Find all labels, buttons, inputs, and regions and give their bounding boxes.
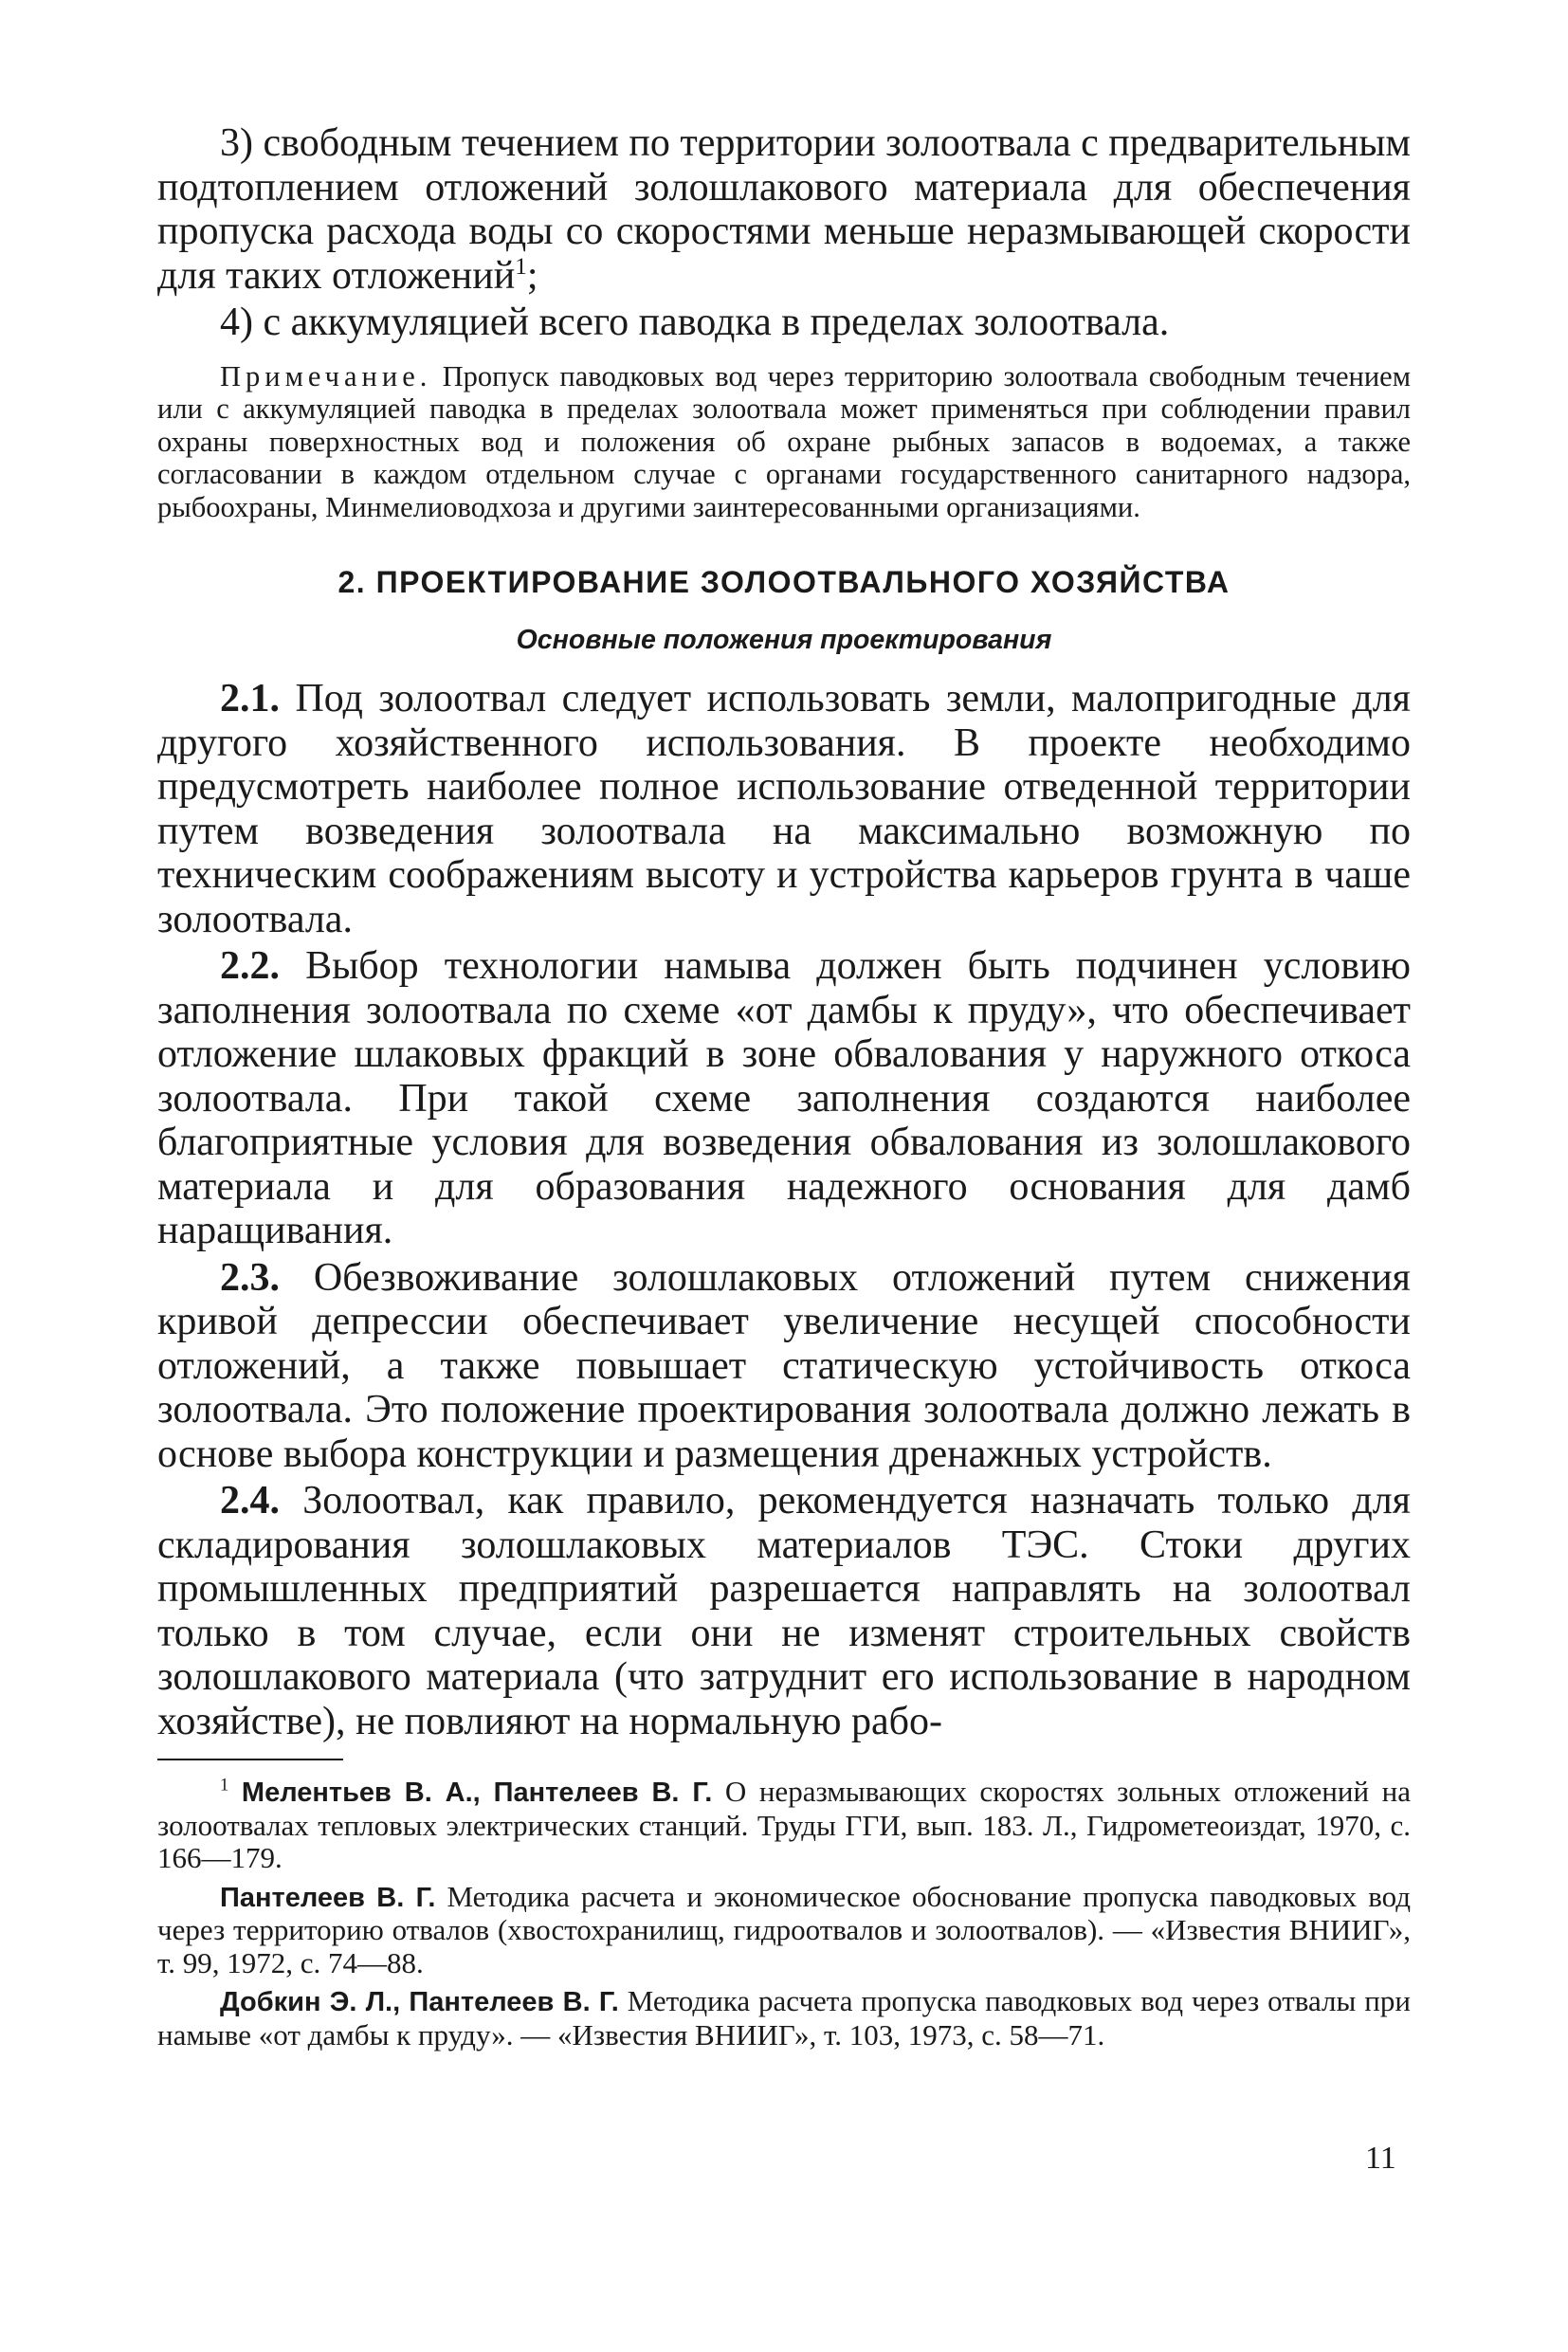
page-number: 11	[1365, 2141, 1396, 2176]
footnote-text: О неразмывающих скоростях зольных отложений на золоотвалах тепловых электрических станций. Труды ГГИ, вып. 183. Л., Гидрометеоиздат, 1970, с. 166—179.	[157, 1775, 1412, 1874]
paragraph-number: 2.2.	[220, 944, 280, 988]
footnote-3	[157, 1985, 1411, 2051]
paragraph-text: Золоотвал, как правило, рекомендуется назначать только для складирования золошлаковых материалов ТЭС. Стоки других промышленных предприятий разрешается направлять на золоотвал только в том случае, если они не изменят строительных свойств золошлакового материала (что затруднит его использование в народном хозяйстве), не повлияют на нормальную рабо-	[157, 1479, 1411, 1743]
note-label: Примечание.	[220, 359, 432, 392]
section-subheading: Основные положения проектирования	[516, 625, 1052, 655]
footnote-authors: Мелентьев В. А., Пантелеев В. Г.	[241, 1778, 713, 1808]
document-page	[157, 121, 1411, 2057]
note-text: Пропуск паводковых вод через территорию золоотвала свободным течением или с аккумуляцией паводка в пределах золоотвала может применяться при соблюдении правил охраны поверхностных вод и положения об охране рыбных запасов в водоемах, а также согласовании в каждом отдельном случае с органами государственного санитарного надзора, рыбоохраны, Минмелиоводхоза и другими заинтересованными организациями.	[157, 359, 1411, 523]
list-item-4: 4) с аккумуляцией всего паводка в пределах золоотвала.	[220, 301, 1170, 344]
footnote-text: Методика расчета и экономическое обоснование пропуска паводковых вод через территорию отвалов (хвостохранилищ, гидроотвалов и золоотвалов). — «Известия ВНИИГ», т. 99, 1972, с. 74—88.	[157, 1879, 1412, 1979]
paragraph-number: 2.1.	[220, 677, 280, 720]
footnote-text: Методика расчета пропуска паводковых вод через отвалы при намыве «от дамбы к пруду». — «Известия ВНИИГ», т. 103, 1973, с. 58—71.	[157, 1984, 1411, 2051]
paragraph-2-2	[157, 944, 1411, 1253]
paragraph-text: Выбор технологии намыва должен быть подчинен условию заполнения золоотвала по схеме «от дамбы к пруду», что обеспечивает отложение шлаковых фракций в зоне обвалования у наружного откоса золоотвала. При такой схеме заполнения создаются наиболее благоприятные условия для возведения обвалования из золошлакового материала и для образования надежного основания для дамб наращивания.	[157, 944, 1411, 1252]
footnote-divider	[157, 1759, 343, 1760]
list-item-3-end: ;	[526, 253, 538, 298]
footnote-authors: Добкин Э. Л., Пантелеев В. Г.	[220, 1987, 619, 2017]
paragraph-number: 2.4.	[220, 1479, 280, 1522]
paragraph-text: Обезвоживание золошлаковых отложений путем снижения кривой депрессии обеспечивает увеличение несущей способности отложений, а также повышает статическую устойчивость откоса золоотвала. Это положение проектирования золоотвала должно лежать в основе выбора конструкции и размещения дренажных устройств.	[157, 1255, 1411, 1476]
list-item-3	[157, 121, 1411, 298]
footnote-1	[157, 1776, 1411, 1875]
footnote-mark: 1	[220, 1775, 229, 1796]
footnote-authors: Пантелеев В. Г.	[220, 1882, 436, 1913]
footnote-ref: 1	[515, 253, 527, 280]
paragraph-number: 2.3.	[220, 1255, 280, 1300]
note-paragraph	[157, 360, 1411, 524]
paragraph-2-4	[157, 1479, 1411, 1743]
paragraph-text: Под золоотвал следует использовать земли, малопригодные для другого хозяйственного использования. В проекте необходимо предусмотреть наиболее полное использование отведенной территории путем возведения золоотвала на максимально возможную по техническим соображениям высоту и устройства карьеров грунта в чаше золоотвала.	[157, 677, 1411, 941]
footnote-2	[157, 1881, 1411, 1980]
list-item-3-text: 3) свободным течением по территории золоотвала с предварительным подтоплением отложений золошлакового материала для обеспечения пропуска расхода воды со скоростями меньше неразмывающей скорости для таких отложений	[157, 121, 1411, 298]
section-heading: 2. ПРОЕКТИРОВАНИЕ ЗОЛООТВАЛЬНОГО ХОЗЯЙСТВА	[337, 565, 1231, 599]
paragraph-2-1	[157, 677, 1411, 941]
paragraph-2-3	[157, 1256, 1411, 1477]
